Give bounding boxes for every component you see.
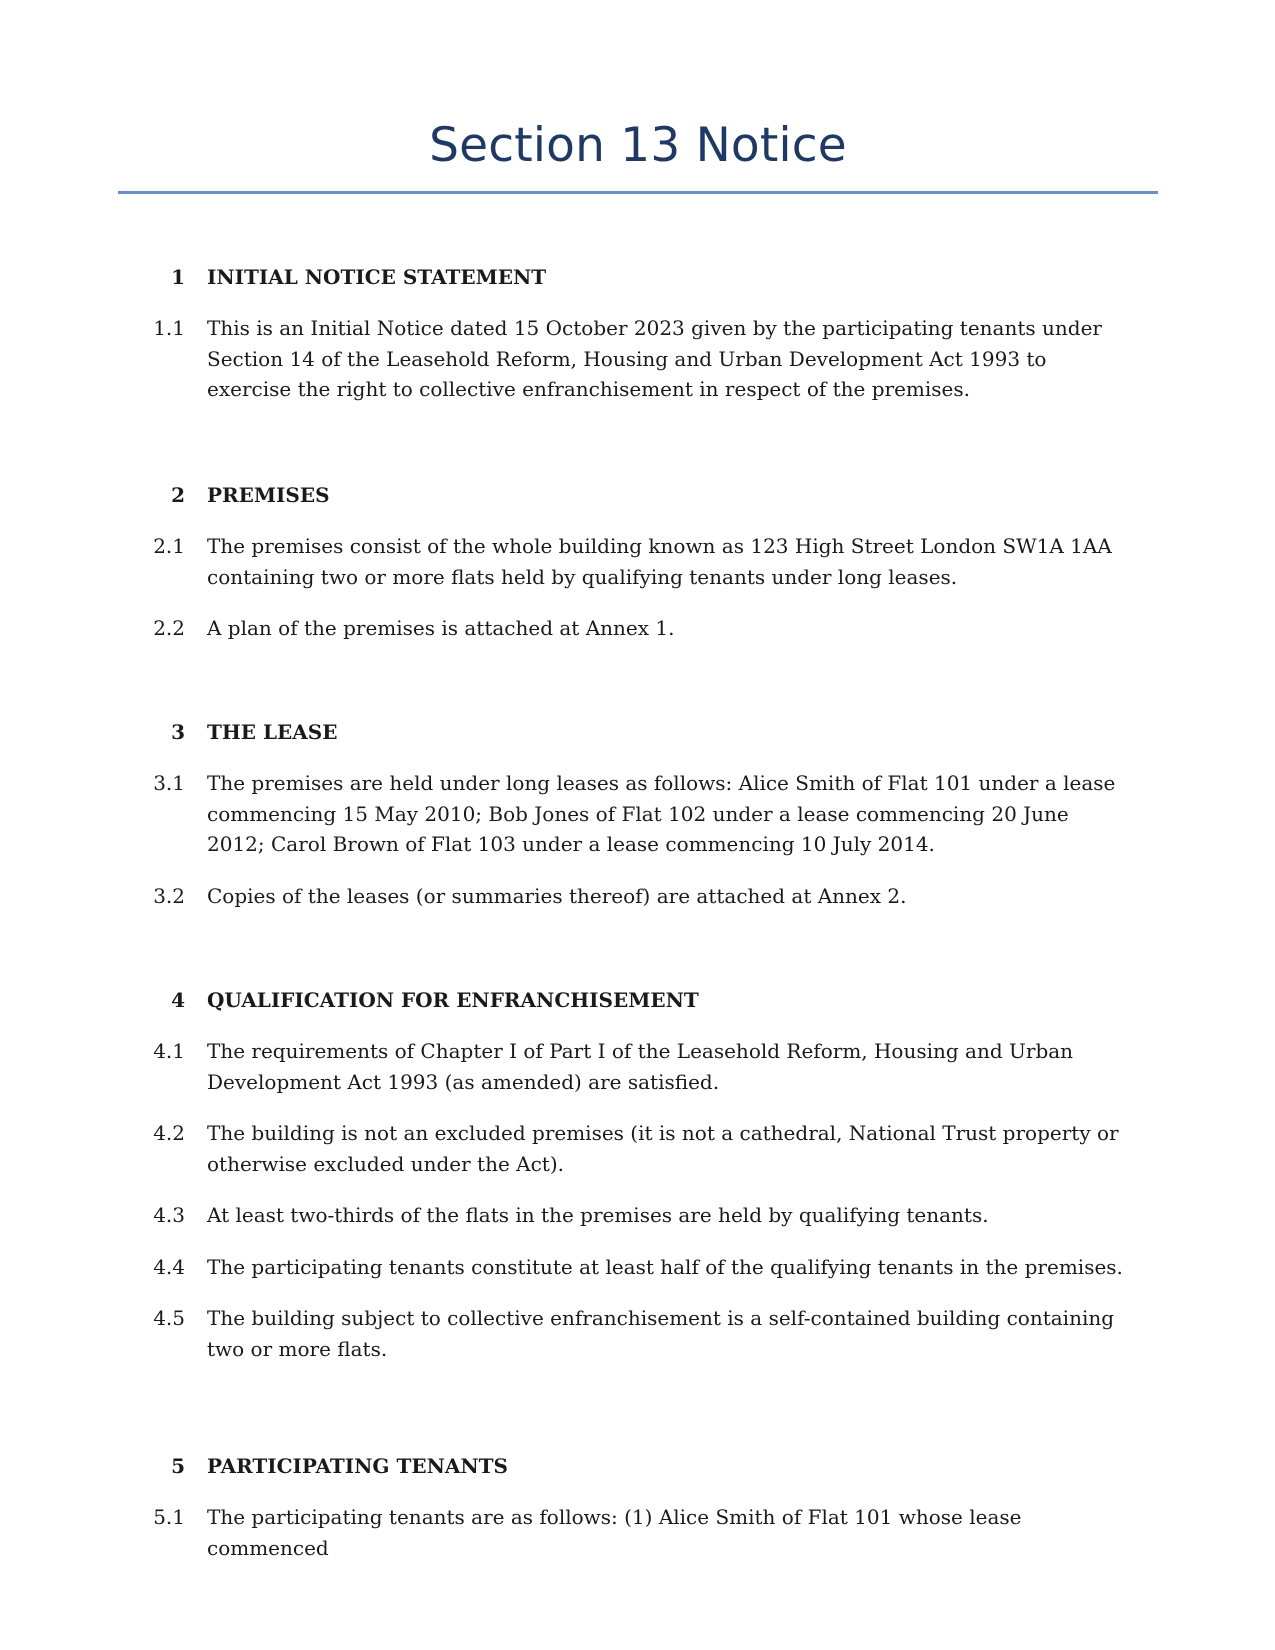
section-title: PARTICIPATING TENANTS [207,1454,508,1478]
section-number: 3 [171,720,185,744]
section-title: QUALIFICATION FOR ENFRANCHISEMENT [207,988,699,1012]
clause-3-2 [0,881,1275,912]
section-number: 4 [171,988,185,1012]
section-number: 1 [171,265,185,289]
clause-text: Copies of the leases (or summaries thereof) are attached at Annex 2. [207,883,907,908]
section-5 [0,1451,1275,1563]
clause-4-3 [0,1200,1275,1231]
section-1 [0,262,1275,405]
section-title: INITIAL NOTICE STATEMENT [207,265,547,289]
clause-text: A plan of the premises is attached at Annex 1. [207,616,675,640]
section-number: 2 [171,483,185,507]
section-heading [0,262,1275,292]
clause-text: The building subject to collective enfranchisement is a self-contained building containing two or more flats. [207,1306,1115,1361]
clause-number: 4.1 [153,1039,185,1063]
section-2 [0,480,1275,644]
clause-number: 4.4 [153,1254,185,1279]
clause-5-1 [0,1502,1275,1563]
title-underline-rule [118,191,1158,194]
section-title: PREMISES [207,483,330,507]
section-heading [0,985,1275,1015]
clause-2-1 [0,531,1275,592]
clause-text: This is an Initial Notice dated 15 October 2023 given by the participating tenants under Section 14 of the Leasehold Reform, Housing and Urban Development Act 1993 to exercise the right to collective enfranchisement in respect of the premises. [207,316,1102,401]
clause-4-1 [0,1036,1275,1097]
section-heading [0,717,1275,747]
section-heading [0,1451,1275,1481]
section-heading [0,480,1275,510]
clause-text: The premises are held under long leases as follows: Alice Smith of Flat 101 under a lease commencing 15 May 2010; Bob Jones of Flat 102 under a lease commencing 20 June 2012; Carol Brown of Flat 103 under a lease commencing 10 July 2014. [207,771,1116,856]
clause-number: 4.5 [153,1306,185,1330]
clause-number: 3.1 [153,771,185,795]
clause-4-5 [0,1303,1275,1364]
clause-number: 5.1 [153,1505,185,1529]
clause-text: At least two-thirds of the flats in the premises are held by qualifying tenants. [207,1203,989,1227]
clause-text: The requirements of Chapter I of Part I of the Leasehold Reform, Housing and Urban Development Act 1993 (as amended) are satisfied. [207,1039,1074,1094]
clause-4-4 [0,1252,1275,1283]
clause-number: 4.2 [153,1121,185,1145]
clause-number: 4.3 [153,1203,185,1227]
clause-2-2 [0,613,1275,644]
clause-3-1 [0,768,1275,860]
section-title: THE LEASE [207,720,338,744]
clause-4-2 [0,1118,1275,1179]
section-number: 5 [171,1454,185,1478]
section-3 [0,717,1275,911]
section-4 [0,985,1275,1364]
clause-text: The building is not an excluded premises (it is not a cathedral, National Trust property or otherwise excluded under the Act). [207,1121,1119,1176]
clause-text: The participating tenants constitute at least half of the qualifying tenants in the premises. [207,1254,1123,1279]
clause-number: 2.2 [153,616,185,640]
clause-number: 3.2 [153,883,185,908]
clause-1-1 [0,313,1275,405]
clause-text: The participating tenants are as follows: (1) Alice Smith of Flat 101 whose lease commenced [207,1505,1022,1560]
clause-number: 1.1 [153,316,185,340]
clause-text: The premises consist of the whole building known as 123 High Street London SW1A 1AA containing two or more flats held by qualifying tenants under long leases. [207,534,1112,589]
clause-number: 2.1 [153,534,185,558]
document-title: Section 13 Notice [429,118,847,173]
